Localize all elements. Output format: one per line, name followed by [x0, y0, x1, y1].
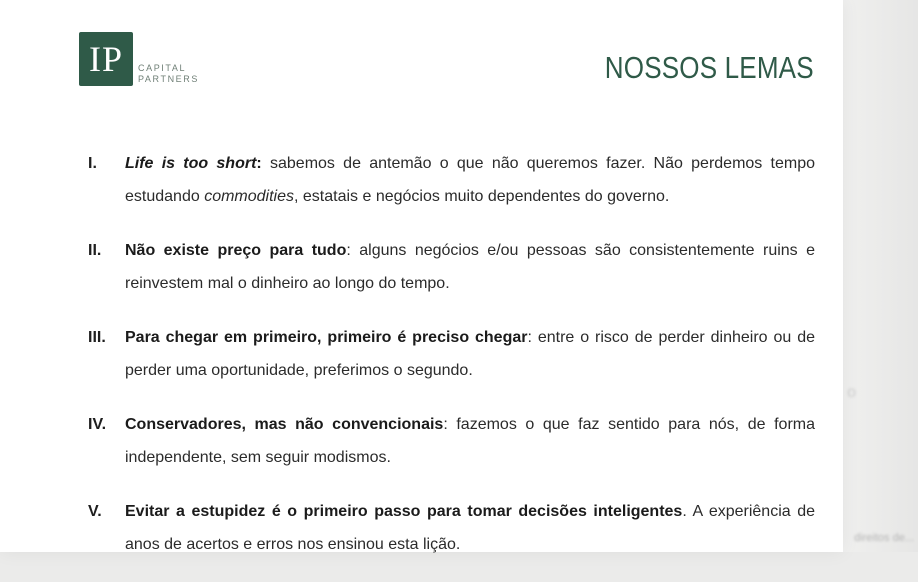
- lema-description: : entre o risco de perder dinheiro ou de perder uma oportunidade, preferimos o segundo.: [125, 329, 815, 379]
- lema-item: [88, 408, 815, 474]
- lema-number: III.: [88, 329, 106, 346]
- logo-line-1: CAPITAL: [138, 63, 187, 73]
- background-text: o: [847, 384, 856, 401]
- lema-title: Conservadores, mas não convencionais: [125, 416, 444, 433]
- lema-text: [125, 234, 815, 300]
- lema-title: Para chegar em primeiro, primeiro é preciso chegar: [125, 329, 528, 346]
- lema-text: [125, 147, 815, 213]
- lema-description: , estatais e negócios muito dependentes do governo.: [294, 188, 670, 205]
- lema-item: [88, 234, 815, 300]
- lema-number: II.: [88, 242, 102, 259]
- lema-title: Evitar a estupidez é o primeiro passo para tomar decisões inteligentes: [125, 503, 683, 520]
- lema-title: Life is too short: [125, 155, 257, 172]
- logo-line-2: PARTNERS: [138, 74, 199, 84]
- lema-item: [88, 495, 815, 561]
- lema-item: [88, 147, 815, 213]
- company-logo: [79, 32, 199, 86]
- lema-number: V.: [88, 503, 102, 520]
- slide-title: NOSSOS LEMAS: [605, 50, 814, 85]
- logo-mark: IP: [79, 32, 133, 86]
- lema-description: : alguns negócios e/ou pessoas são consistentemente ruins e reinvestem mal o dinheiro ao longo do tempo.: [125, 242, 816, 292]
- background-text: direitos de...: [854, 532, 914, 544]
- lema-text: [125, 408, 815, 474]
- lema-description: : fazemos o que faz sentido para nós, de forma independente, sem seguir modismos.: [125, 416, 815, 466]
- background-panel: [840, 0, 918, 552]
- lema-number: IV.: [88, 416, 107, 433]
- lema-text: [125, 321, 815, 387]
- lema-description: sabemos de antemão o que não queremos fazer. Não perdemos tempo estudando: [125, 155, 816, 205]
- lema-title: Não existe preço para tudo: [125, 242, 347, 259]
- lema-number: I.: [88, 155, 97, 172]
- lema-text: [125, 495, 815, 561]
- lemas-list: [88, 147, 815, 582]
- lema-description: . A experiência de anos de acertos e erros nos ensinou esta lição.: [125, 503, 816, 553]
- lema-emphasis: commodities: [204, 188, 294, 205]
- logo-wordmark: [138, 63, 199, 85]
- lema-item: [88, 321, 815, 387]
- lema-separator: :: [256, 155, 262, 172]
